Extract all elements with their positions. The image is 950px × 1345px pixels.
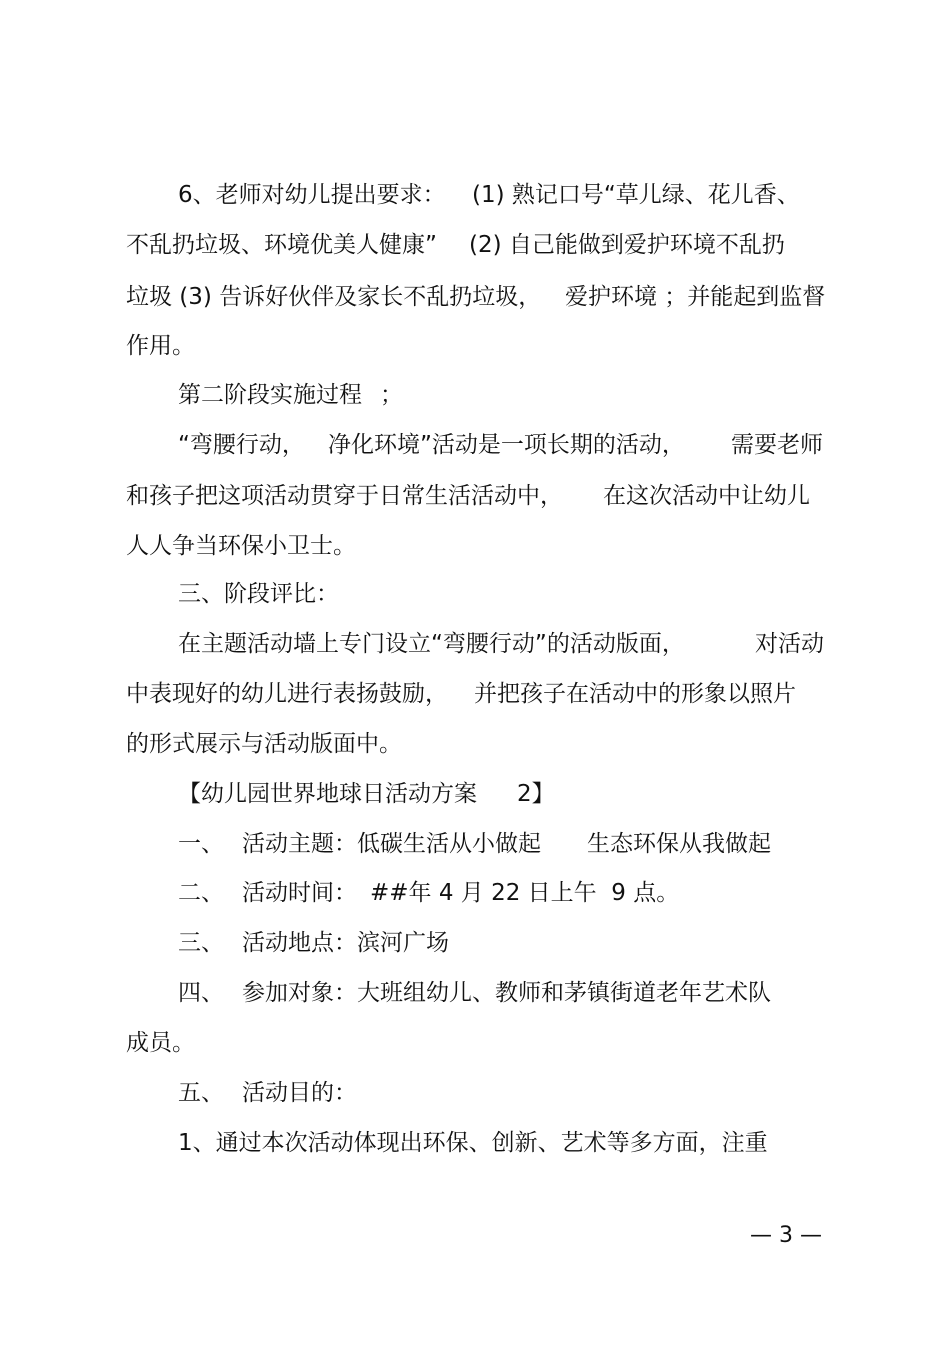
text-segment: ； <box>380 382 403 408</box>
text-segment: 并把孩子在活动中的形象以照片 <box>474 681 796 707</box>
text-segment: (2) 自己能做到爱护环境不乱扔 <box>469 232 785 258</box>
text-segment: 中表现好的幼儿进行表扬鼓励， <box>126 681 448 707</box>
text-line <box>0 479 950 513</box>
text-segment: 不乱扔垃圾、环境优美人健康” <box>126 232 437 258</box>
list-marker: 三、 <box>178 930 224 956</box>
text-segment: 活动时间： <box>242 880 357 906</box>
text-line <box>0 228 950 262</box>
text-segment: 净化环境”活动是一项长期的活动， <box>328 432 685 458</box>
text-segment: 爱护环境 ；并能起到监督 <box>565 284 826 310</box>
text-line <box>0 1026 950 1060</box>
text-segment: ##年 4 月 22 日上午 9 点。 <box>370 880 680 906</box>
text-line <box>0 727 950 761</box>
text-line <box>0 677 950 711</box>
list-marker: 一、 <box>178 831 224 857</box>
text-segment: (1) 熟记口号“草儿绿、花儿香、 <box>472 182 800 208</box>
text-segment: 在主题活动墙上专门设立“弯腰行动”的活动版面， <box>178 631 685 657</box>
text-line <box>0 378 950 412</box>
text-line <box>0 280 950 314</box>
text-segment: 成员。 <box>126 1030 195 1056</box>
text-segment: 的形式展示与活动版面中。 <box>126 731 402 757</box>
text-segment: 活动目的： <box>242 1080 357 1106</box>
text-segment: 生态环保从我做起 <box>587 831 771 857</box>
text-line <box>0 428 950 462</box>
text-line <box>0 777 950 811</box>
text-line <box>0 827 950 861</box>
text-segment: 参加对象：大班组幼儿、教师和茅镇街道老年艺术队 <box>242 980 771 1006</box>
list-marker: 二、 <box>178 880 224 906</box>
list-marker: 四、 <box>178 980 224 1006</box>
text-line <box>0 329 950 363</box>
text-segment: 在这次活动中让幼儿 <box>603 483 810 509</box>
text-line <box>0 926 950 960</box>
text-segment: 活动主题：低碳生活从小做起 <box>242 831 541 857</box>
text-line <box>0 976 950 1010</box>
text-segment: 对活动 <box>755 631 824 657</box>
text-line <box>0 1126 950 1160</box>
text-segment: 人人争当环保小卫士。 <box>126 533 356 559</box>
section-heading: 【幼儿园世界地球日活动方案 <box>178 781 477 807</box>
text-line <box>0 1076 950 1110</box>
text-line <box>0 529 950 563</box>
text-segment: 活动地点：滨河广场 <box>242 930 449 956</box>
text-line <box>0 577 950 611</box>
text-segment: 6、老师对幼儿提出要求： <box>178 182 446 208</box>
text-segment: “弯腰行动， <box>178 432 305 458</box>
section-heading: 2】 <box>517 781 555 807</box>
text-segment: 垃圾 (3) 告诉好伙伴及家长不乱扔垃圾， <box>126 284 542 310</box>
text-line <box>0 627 950 661</box>
list-marker: 五、 <box>178 1080 224 1106</box>
text-segment: 1、通过本次活动体现出环保、创新、艺术等多方面，注重 <box>178 1130 768 1156</box>
text-segment: 作用。 <box>126 333 195 359</box>
text-segment: 和孩子把这项活动贯穿于日常生活活动中， <box>126 483 563 509</box>
text-segment: 第二阶段实施过程 <box>178 382 362 408</box>
text-line <box>0 178 950 212</box>
text-segment: 需要老师 <box>731 432 823 458</box>
page-number: — 3 — <box>750 1223 822 1248</box>
text-segment: 三、阶段评比： <box>178 581 339 607</box>
text-line <box>0 876 950 910</box>
